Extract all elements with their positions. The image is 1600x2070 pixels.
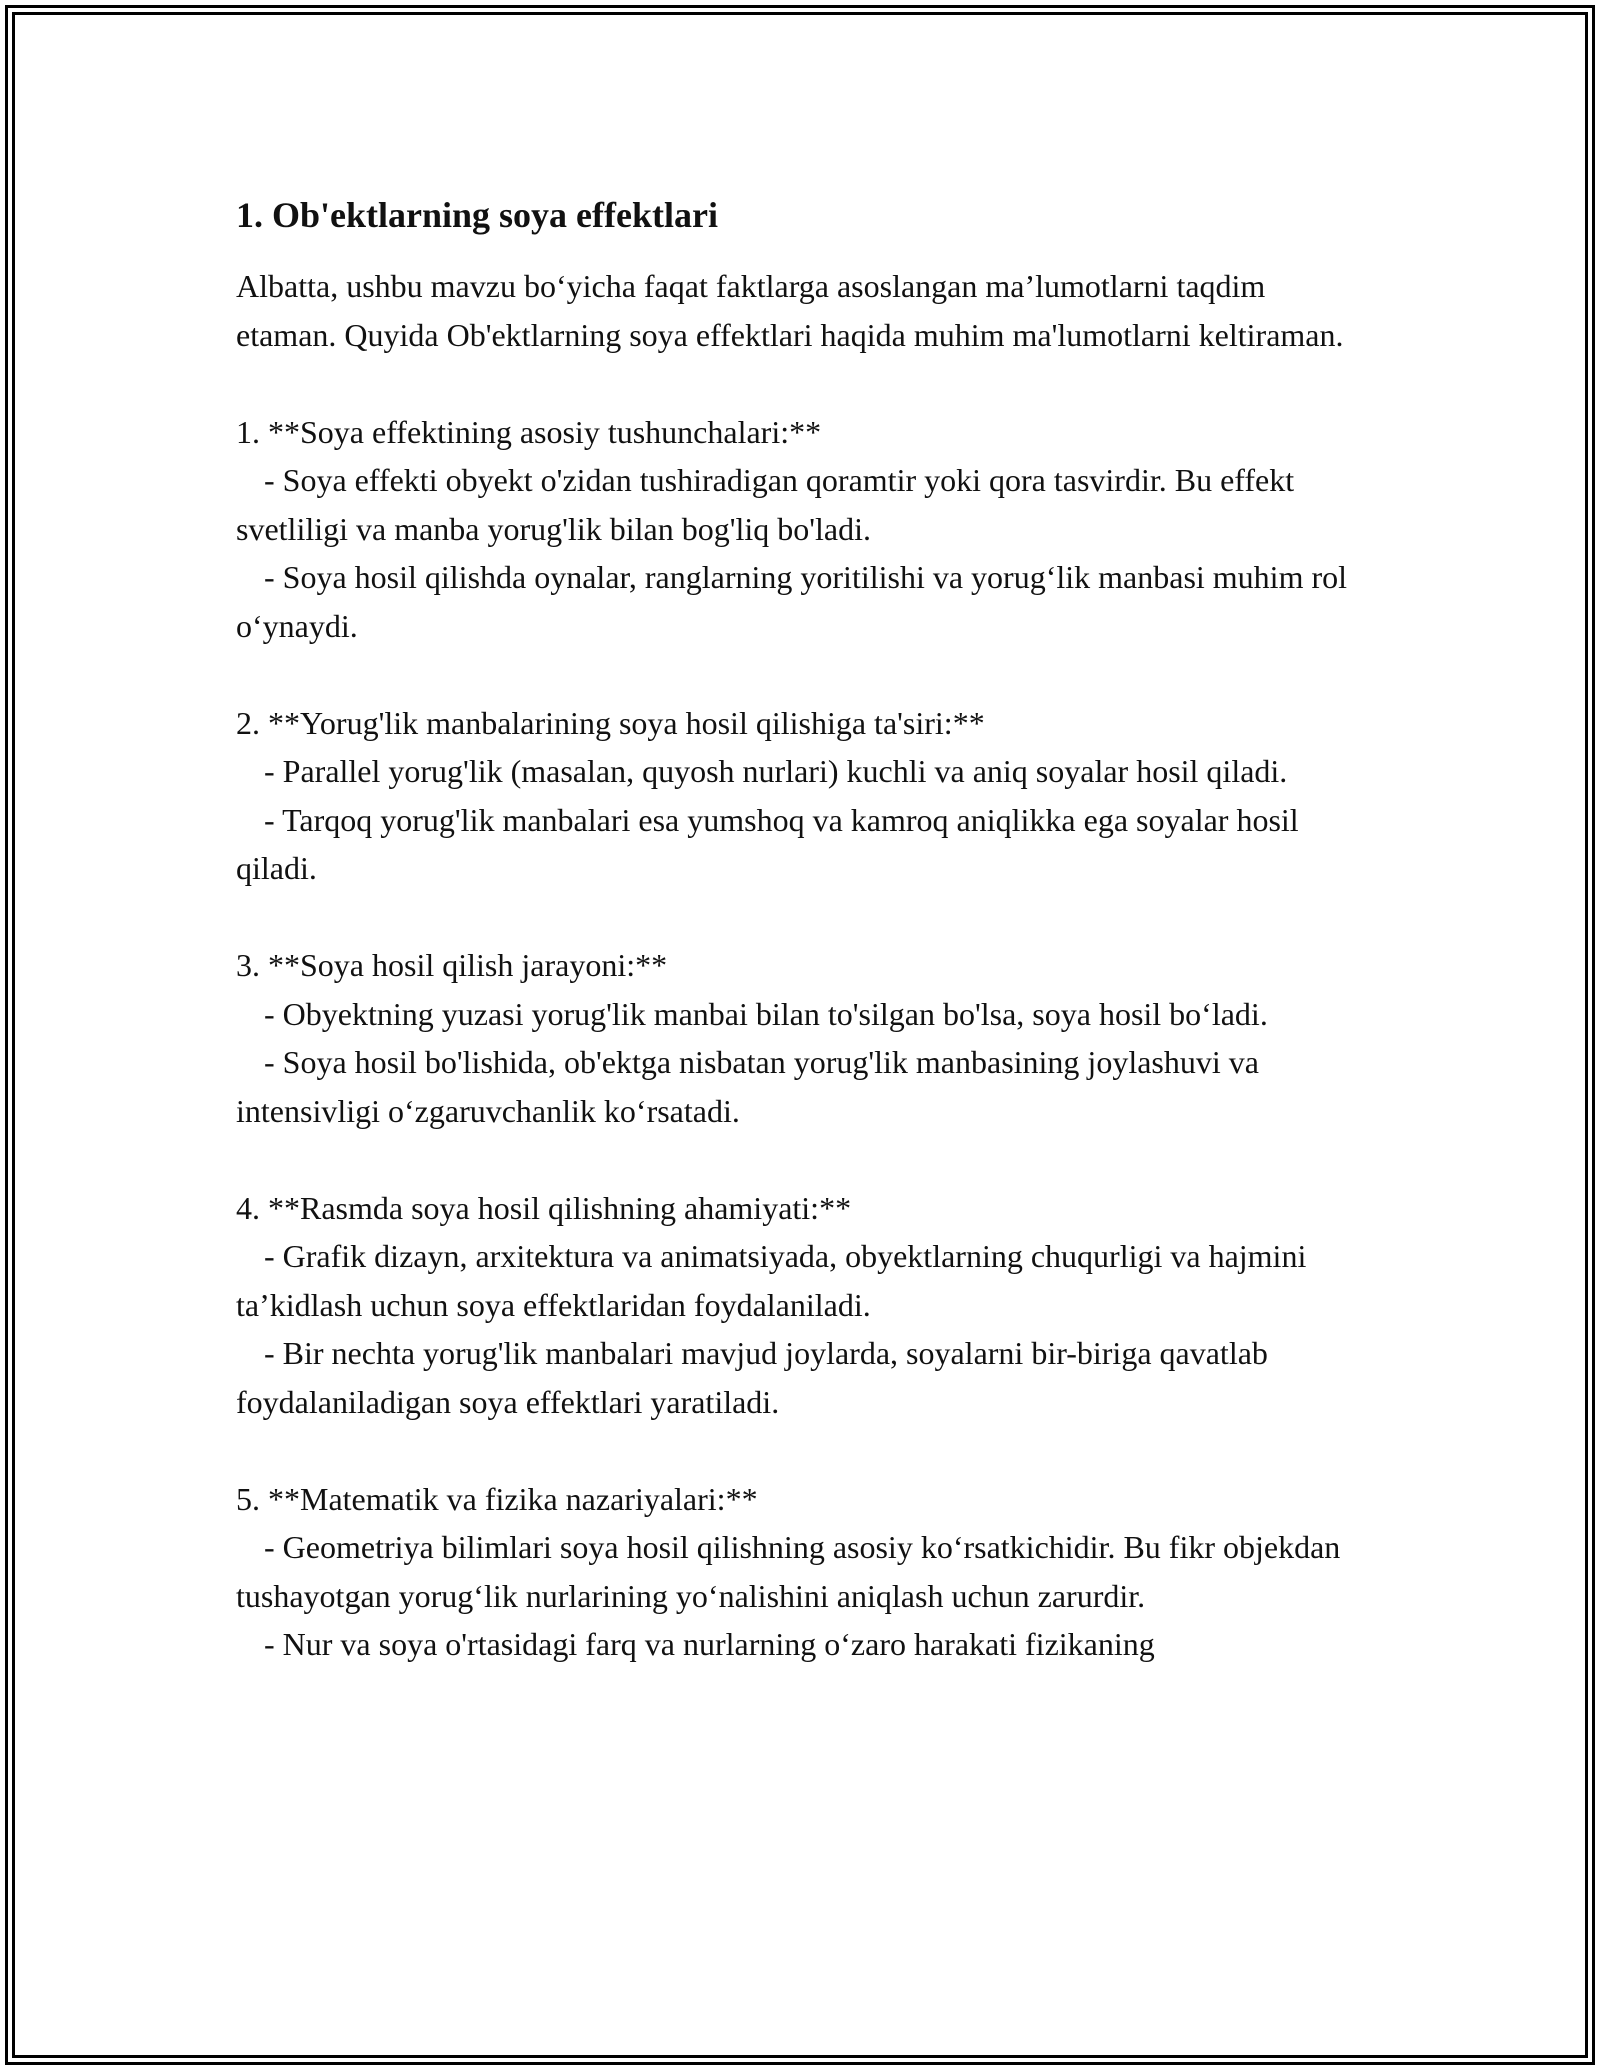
document-body <box>236 182 1366 1669</box>
section-3 <box>236 941 1366 1135</box>
section-2 <box>236 699 1366 893</box>
document-title: 1. Ob'ektlarning soya effektlari <box>236 195 718 235</box>
bullet-item: - Grafik dizayn, arxitektura va animatsiyada, obyektlarning chuqurligi va hajmini ta’kidlash uchun soya effektlaridan foydalaniladi. <box>236 1238 1315 1323</box>
section-heading: 2. **Yorug'lik manbalarining soya hosil qilishiga ta'siri:** <box>236 704 985 741</box>
section-heading: 1. **Soya effektining asosiy tushunchalari:** <box>236 413 822 450</box>
bullet-item: - Soya hosil qilishda oynalar, ranglarning yoritilishi va yorug‘lik manbasi muhim rol o‘ynaydi. <box>236 559 1355 644</box>
bullet-item: - Nur va soya o'rtasidagi farq va nurlarning o‘zaro harakati fizikaning <box>264 1626 1155 1662</box>
bullet-item: - Geometriya bilimlari soya hosil qilishning asosiy ko‘rsatkichidir. Bu fikr objekdan tushayotgan yorug‘lik nurlarining yo‘nalishini aniqlash uchun zarurdir. <box>236 1529 1349 1614</box>
section-4 <box>236 1184 1366 1427</box>
section-1 <box>236 408 1366 651</box>
section-heading: 4. **Rasmda soya hosil qilishning ahamiyati:** <box>236 1189 852 1226</box>
bullet-item: - Obyektning yuzasi yorug'lik manbai bilan to'silgan bo'lsa, soya hosil bo‘ladi. <box>264 995 1268 1032</box>
bullet-item: - Parallel yorug'lik (masalan, quyosh nurlari) kuchli va aniq soyalar hosil qiladi. <box>264 753 1288 789</box>
section-heading: 3. **Soya hosil qilish jarayoni:** <box>236 947 668 983</box>
bullet-item: - Soya hosil bo'lishida, ob'ektga nisbatan yorug'lik manbasining joylashuvi va intensivligi o‘zgaruvchanlik ko‘rsatadi. <box>236 1044 1267 1129</box>
section-heading: 5. **Matematik va fizika nazariyalari:** <box>236 1480 758 1517</box>
intro-paragraph: Albatta, ushbu mavzu bo‘yicha faqat faktlarga asoslangan ma’lumotlarni taqdim etaman. Quyida Ob'ektlarning soya effektlari haqida muhim ma'lumotlarni keltiraman. <box>236 268 1344 353</box>
bullet-item: - Soya effekti obyekt o'zidan tushiradigan qoramtir yoki qora tasvirdir. Bu effekt svetliligi va manba yorug'lik bilan bog'liq bo'ladi. <box>236 462 1303 547</box>
bullet-item: - Bir nechta yorug'lik manbalari mavjud joylarda, soyalarni bir-biriga qavatlab foydalaniladigan soya effektlari yaratiladi. <box>236 1335 1276 1420</box>
bullet-item: - Tarqoq yorug'lik manbalari esa yumshoq va kamroq aniqlikka ega soyalar hosil qiladi. <box>236 801 1307 886</box>
section-5 <box>236 1475 1366 1669</box>
